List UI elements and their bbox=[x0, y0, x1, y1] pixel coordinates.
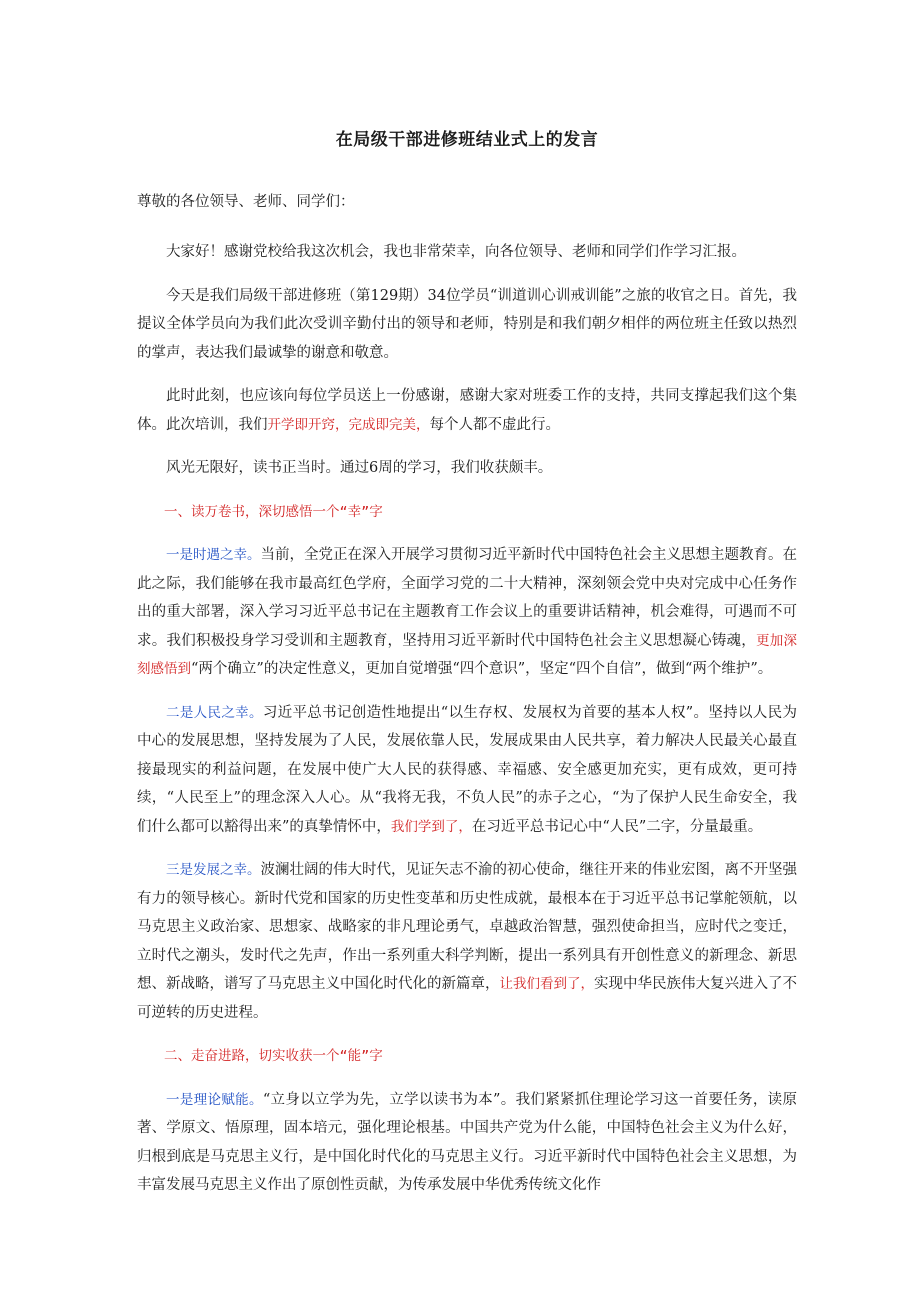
lead-phrase: 一是时遇之幸。 bbox=[166, 547, 261, 563]
paragraph-text: 在习近平总书记心中“人民”二字，分量最重。 bbox=[471, 818, 763, 835]
paragraph-text: “两个确立”的决定性意义，更加自觉增强“四个意识”，坚定“四个自信”，做到“两个维护”。 bbox=[191, 661, 773, 677]
red-highlight: 开学即开窍，完成即完美， bbox=[267, 416, 430, 433]
paragraph-summary: 风光无限好，读书正当时。通过6周的学习，我们收获颇丰。 bbox=[166, 460, 553, 476]
paragraph-people-fortune bbox=[137, 699, 797, 842]
lead-phrase: 一是理论赋能。 bbox=[166, 1091, 263, 1108]
red-highlight: 我们学到了， bbox=[390, 818, 472, 835]
red-highlight: 让我们看到了， bbox=[499, 976, 594, 992]
paragraph-text: “立身以立学为先，立学以读书为本”。我们紧紧抓住理论学习这一首要任务，读原著、学原文、悟原理，固本培元，强化理论根基。中国共产党为什么能，中国特色社会主义为什么好，归根到底是马克思主义行，是中国化时代化的马克思主义行。习近平新时代中国特色社会主义思想，为丰富发展马克思主义作出了原创性贡献，为传承发展中华优秀传统文化作 bbox=[137, 1091, 797, 1193]
paragraph-text: 实现中华民族伟大复兴进入了不可逆转的历史进程。 bbox=[137, 976, 797, 1021]
paragraph-text: 每个人都不虚此行。 bbox=[429, 416, 560, 433]
section-heading-1: 一、读万卷书，深切感悟一个“幸”字 bbox=[164, 503, 383, 520]
salutation: 尊敬的各位领导、老师、同学们： bbox=[137, 194, 355, 210]
paragraph-text: 习近平总书记创造性地提出“以生存权、发展权为首要的基本人权”。坚持以人民为中心的发展思想，坚持发展为了人民，发展依靠人民，发展成果由人民共享，着力解决人民最关心最直接最现实的利益问题，在发展中使广大人民的获得感、幸福感、安全感更加充实，更有成效，更可持续，“人民至上”的理念深入人心。从“我将无我，不负人民”的赤子之心，“为了保护人民生命安全，我们什么都可以豁得出来”的真挚情怀中， bbox=[137, 704, 797, 835]
paragraph-thanks: 今天是我们局级干部进修班（第129期）34位学员“训道训心训戒训能”之旅的收官之日。首先，我提议全体学员向为我们此次受训辛勤付出的领导和老师，特别是和我们朝夕相伴的两位班主任致以热烈的掌声，表达我们最诚挚的谢意和敬意。 bbox=[137, 287, 797, 361]
section-heading-2: 二、走奋进路，切实收获一个“能”字 bbox=[164, 1048, 383, 1064]
paragraph-opening: 大家好！感谢党校给我这次机会，我也非常荣幸，向各位领导、老师和同学们作学习汇报。 bbox=[166, 244, 746, 260]
lead-phrase: 二是人民之幸。 bbox=[166, 704, 263, 721]
lead-phrase: 三是发展之幸。 bbox=[166, 862, 261, 878]
paragraph-text: 波澜壮阔的伟大时代，见证矢志不渝的初心使命，继往开来的伟业宏图，离不开坚强有力的领导核心。新时代党和国家的历史性变革和历史性成就，最根本在于习近平总书记掌舵领航，以马克思主义政治家、思想家、战略家的非凡理论勇气，卓越政治智慧，强烈使命担当，应时代之变迁，立时代之潮头，发时代之先声，作出一系列重大科学判断，提出一系列具有开创性意义的新理念、新思想、新战略，谱写了马克思主义中国化时代化的新篇章， bbox=[137, 862, 797, 992]
paragraph-development-fortune bbox=[137, 856, 797, 1027]
page-title: 在局级干部进修班结业式上的发言 bbox=[335, 130, 599, 150]
paragraph-era-fortune bbox=[137, 541, 797, 684]
red-highlight: 更加深刻感悟到 bbox=[137, 632, 798, 677]
speech-body bbox=[137, 238, 797, 1215]
paragraph-gratitude bbox=[137, 382, 797, 439]
paragraph-text: 此时此刻，也应该向每位学员送上一份感谢，感谢大家对班委工作的支持，共同支撑起我们这个集体。此次培训，我们 bbox=[137, 388, 797, 433]
paragraph-text: 当前，全党正在深入开展学习贯彻习近平新时代中国特色社会主义思想主题教育。在此之际，我们能够在我市最高红色学府，全面学习党的二十大精神，深刻领会党中央对完成中心任务作出的重大部署，深入学习习近平总书记在主题教育工作会议上的重要讲话精神，机会难得，可遇而不可求。我们积极投身学习受训和主题教育，坚持用习近平新时代中国特色社会主义思想凝心铸魂， bbox=[137, 547, 797, 649]
paragraph-theory-empowerment bbox=[137, 1086, 797, 1200]
